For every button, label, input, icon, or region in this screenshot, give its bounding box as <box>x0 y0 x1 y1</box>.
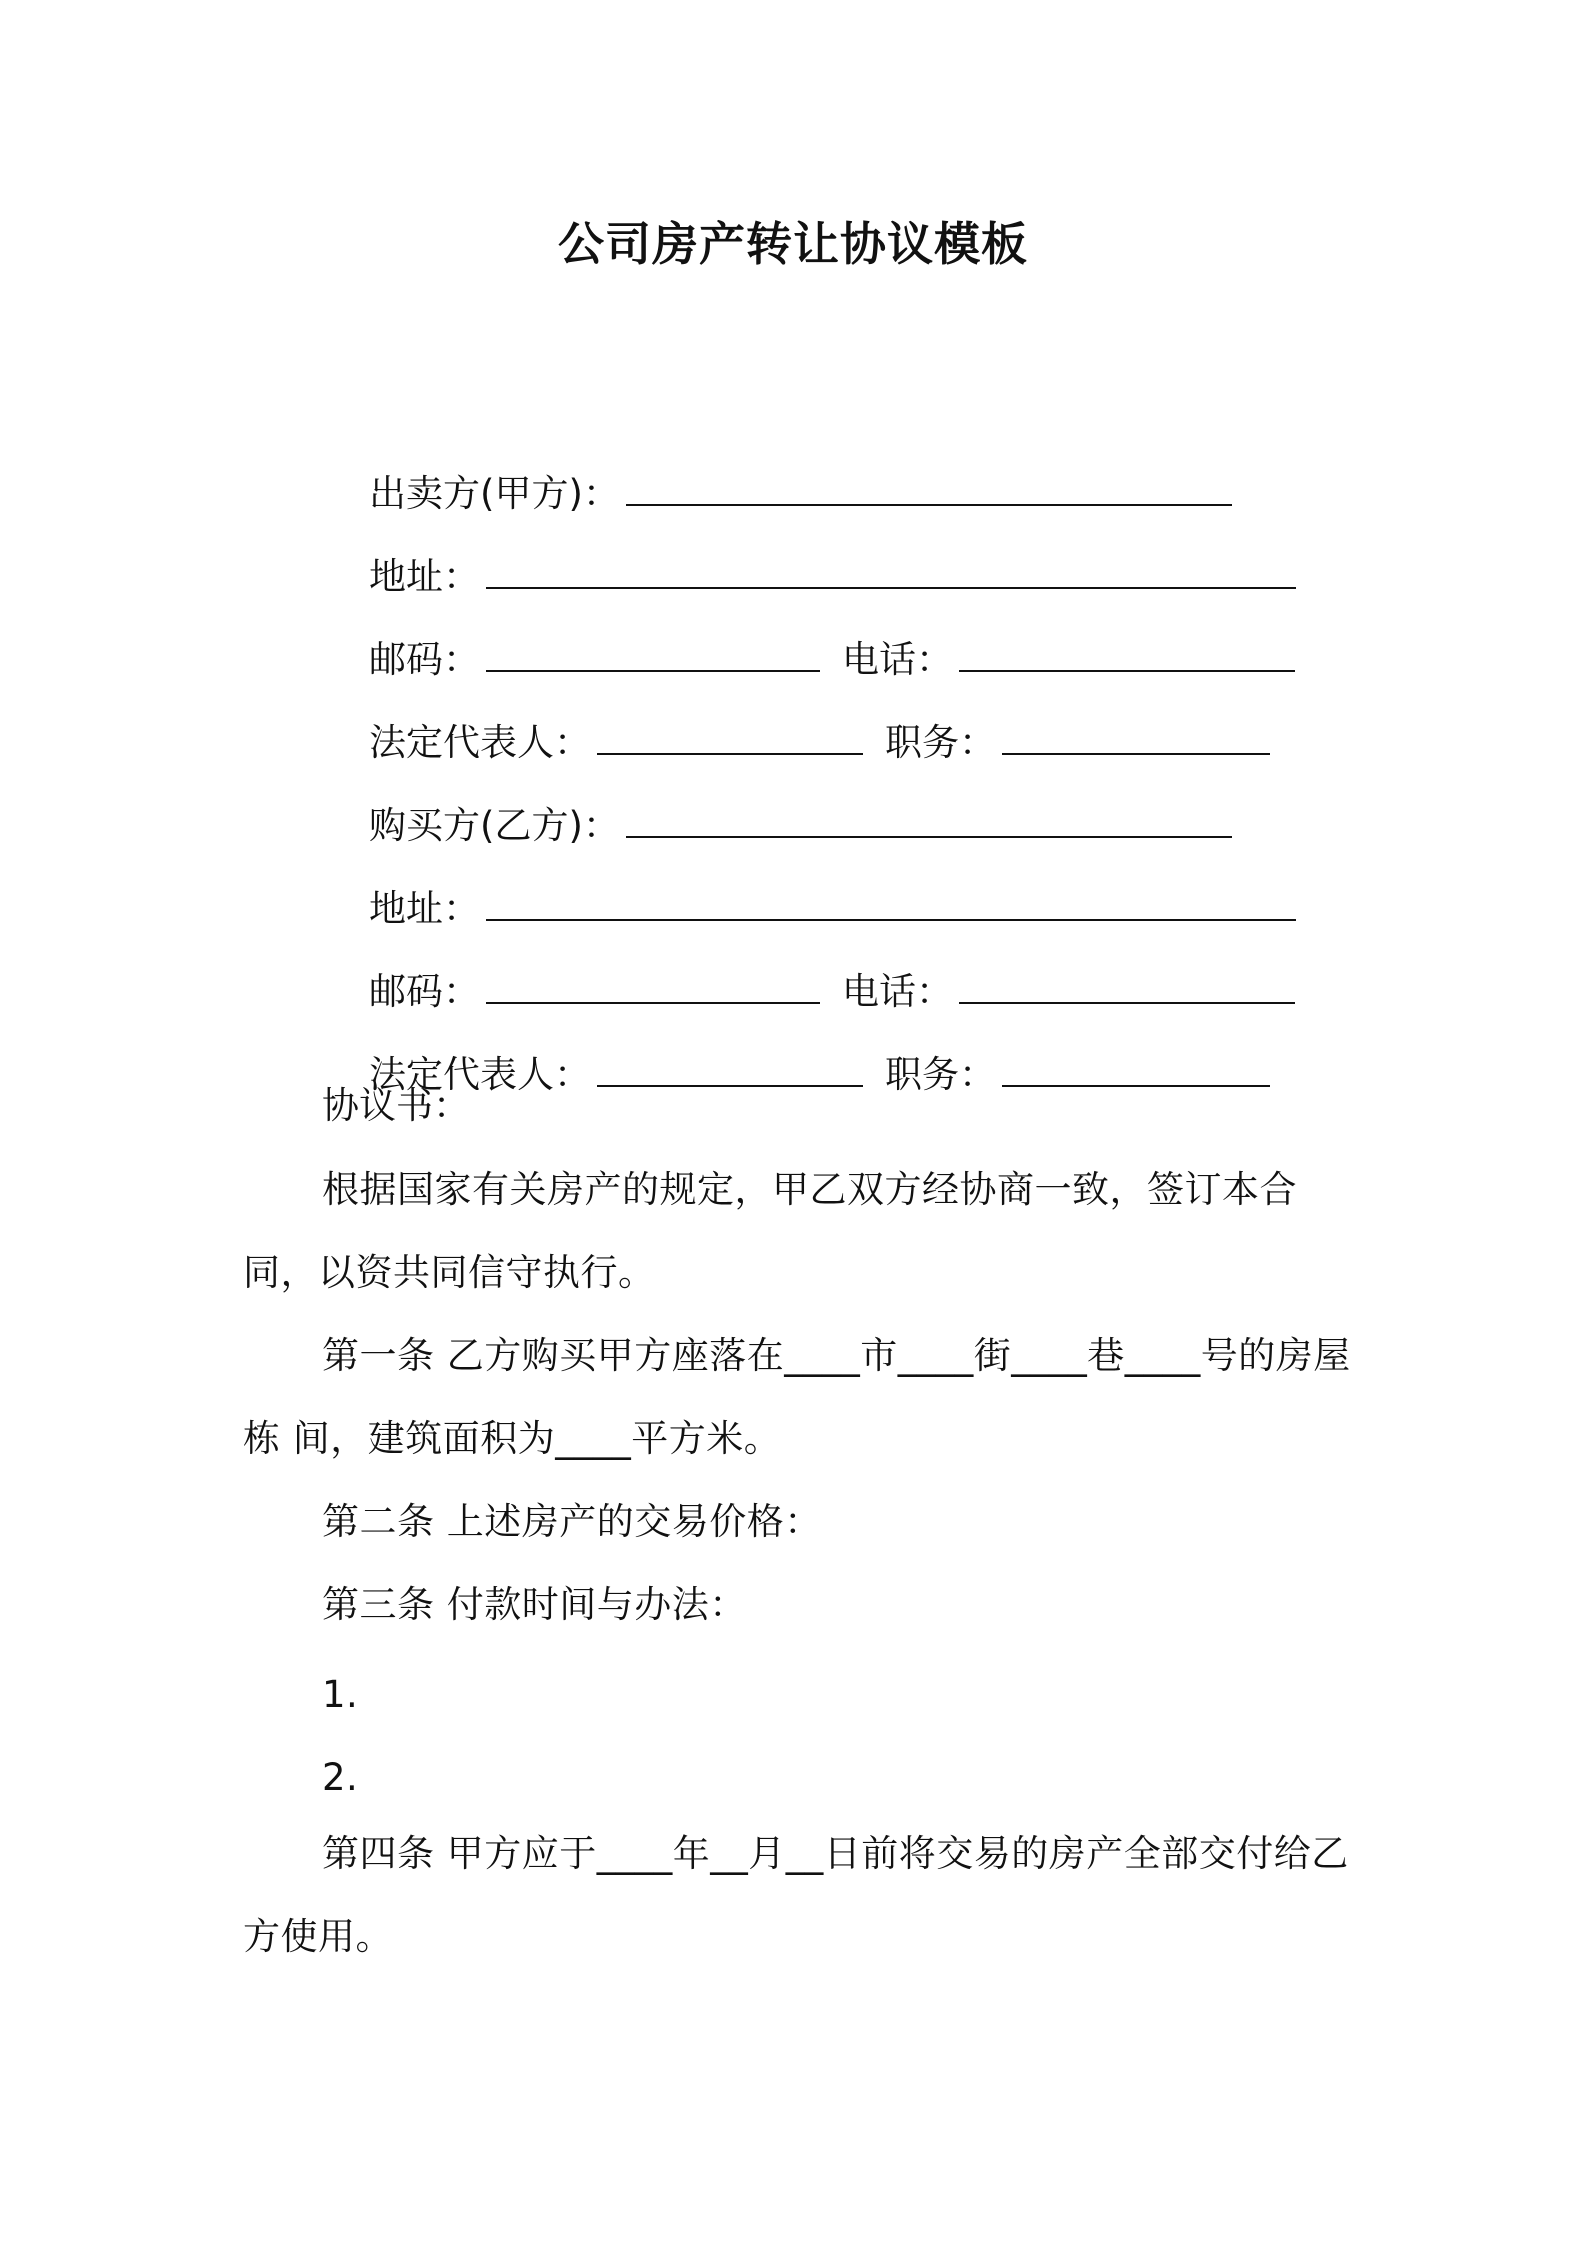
buyer-rep-label: 法定代表人： <box>369 1053 592 1096</box>
seller-address-label: 地址： <box>369 555 481 598</box>
buyer-position-blank[interactable] <box>1002 1049 1270 1087</box>
article-2: 第二条 上述房产的交易价格： <box>322 1500 822 1543</box>
seller-position-label: 职务： <box>885 721 997 764</box>
buyer-postcode-label: 邮码： <box>369 970 481 1013</box>
payment-item-2: 2. <box>322 1756 359 1799</box>
intro-paragraph: 根据国家有关房产的规定，甲乙双方经协商一致，签订本合同，以资共同信守执行。 <box>243 1168 1297 1294</box>
article-3: 第三条 付款时间与办法： <box>322 1583 747 1626</box>
seller-party-label: 出卖方(甲方)： <box>369 472 620 515</box>
seller-phone-label: 电话： <box>842 638 954 681</box>
buyer-position-label: 职务： <box>885 1053 997 1096</box>
buyer-rep-blank[interactable] <box>597 1049 863 1087</box>
document-title: 公司房产转让协议模板 <box>558 217 1028 271</box>
payment-item-1: 1. <box>322 1673 359 1716</box>
buyer-address-label: 地址： <box>369 887 481 930</box>
article-4: 第四条 甲方应于____年__月__日前将交易的房产全部交付给乙方使用。 <box>243 1832 1349 1958</box>
seller-postcode-label: 邮码： <box>369 638 481 681</box>
seller-rep-label: 法定代表人： <box>369 721 592 764</box>
agreement-heading: 协议书： <box>322 1084 470 1127</box>
buyer-party-label: 购买方(乙方)： <box>369 804 620 847</box>
buyer-phone-label: 电话： <box>842 970 954 1013</box>
article-1: 第一条 乙方购买甲方座落在____市____街____巷____号的房屋 栋 间，建筑面积为____平方米。 <box>243 1334 1351 1460</box>
